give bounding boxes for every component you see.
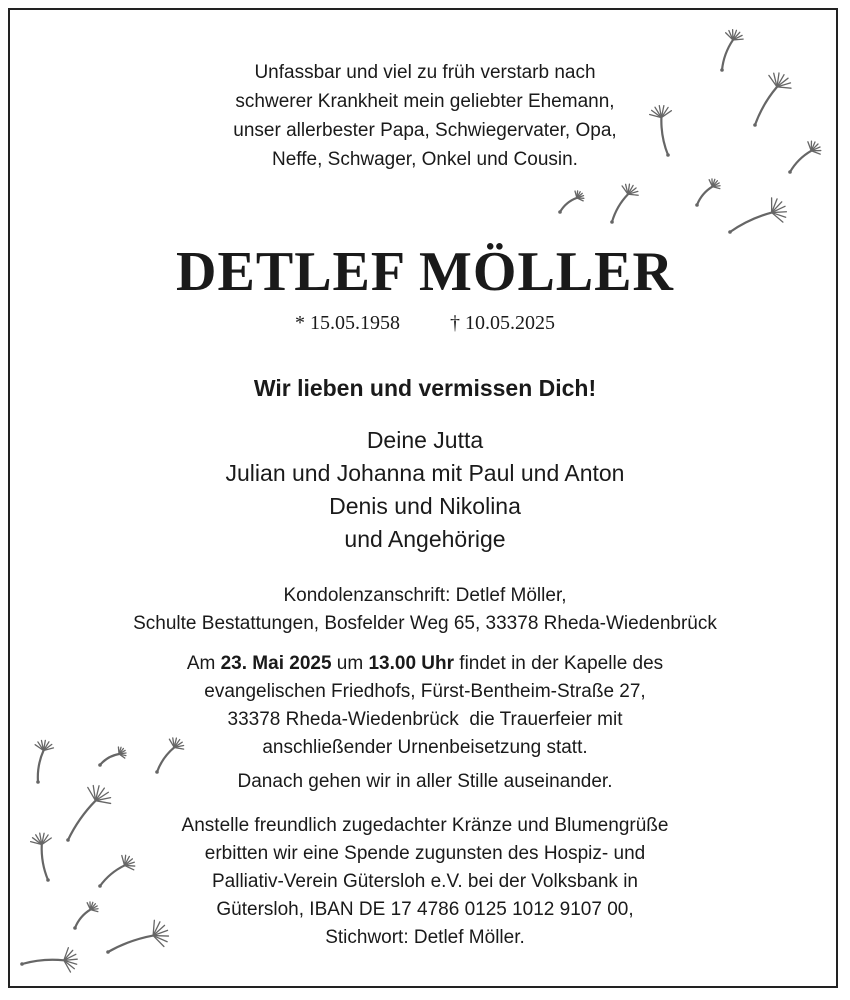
dandelion-seed-icon — [35, 740, 53, 783]
intro-line: Neffe, Schwager, Onkel und Cousin. — [272, 149, 578, 170]
deceased-name: DETLEF MÖLLER — [176, 241, 674, 303]
dandelion-seed-icon — [20, 948, 77, 972]
dandelion-seed-icon — [788, 141, 821, 174]
dandelion-seed-icon — [650, 106, 672, 157]
intro-line: unser allerbester Papa, Schwiegervater, Opa, — [233, 120, 617, 141]
ceremony-text: um — [331, 653, 369, 674]
dandelion-seed-icon — [31, 833, 52, 882]
dandelion-seed-icon — [728, 198, 786, 234]
donation-line: Anstelle freundlich zugedachter Kränze und Blumengrüße — [181, 815, 669, 836]
family-line: Julian und Johanna mit Paul und Anton — [225, 460, 625, 486]
intro-line: Unfassbar und viel zu früh verstarb nach — [254, 62, 596, 83]
ceremony-line: anschließender Urnenbeisetzung statt. — [262, 737, 588, 758]
dandelion-seed-icon — [558, 191, 584, 214]
dandelion-seed-icon — [720, 30, 743, 72]
dandelion-seed-icon — [66, 785, 110, 841]
ceremony-text: findet in der Kapelle des — [454, 653, 664, 674]
ceremony-date: 23. Mai 2025 — [220, 653, 332, 674]
donation-line: erbitten wir eine Spende zugunsten des Hospiz- und — [204, 843, 646, 864]
family-line: und Angehörige — [344, 526, 506, 552]
dandelion-seed-icon — [98, 855, 135, 888]
after-ceremony-note: Danach gehen wir in aller Stille auseinander. — [237, 771, 613, 792]
dandelion-seed-icon — [73, 902, 98, 930]
donation-line: Palliativ-Verein Gütersloh e.V. bei der Volksbank in — [212, 871, 638, 892]
death-date: † 10.05.2025 — [450, 312, 555, 334]
family-line: Denis und Nikolina — [329, 493, 521, 519]
donation-line: Stichwort: Detlef Möller. — [325, 927, 525, 948]
ceremony-time: 13.00 Uhr — [368, 653, 455, 674]
intro-line: schwerer Krankheit mein geliebter Ehemann, — [235, 91, 615, 112]
family-line: Deine Jutta — [366, 427, 484, 453]
ceremony-text: Am — [186, 653, 221, 674]
dandelion-seed-icon — [98, 747, 126, 767]
ceremony-line: evangelischen Friedhofs, Fürst-Bentheim-Straße 27, — [204, 681, 646, 702]
address-line: Kondolenzanschrift: Detlef Möller, — [283, 585, 567, 606]
dandelion-seed-icon — [695, 179, 720, 207]
dandelion-seed-icon — [610, 184, 638, 224]
ceremony-line: 33378 Rheda-Wiedenbrück die Trauerfeier mit — [227, 709, 623, 730]
birth-date: * 15.05.1958 — [295, 312, 400, 334]
dandelion-seed-icon — [753, 73, 791, 127]
donation-line: Gütersloh, IBAN DE 17 4786 0125 1012 9107 00, — [216, 899, 634, 920]
address-line: Schulte Bestattungen, Bosfelder Weg 65, 33378 Rheda-Wiedenbrück — [133, 613, 717, 634]
dandelion-seed-icon — [155, 738, 183, 774]
dandelion-seed-icon — [106, 920, 168, 954]
motto: Wir lieben und vermissen Dich! — [253, 375, 597, 401]
